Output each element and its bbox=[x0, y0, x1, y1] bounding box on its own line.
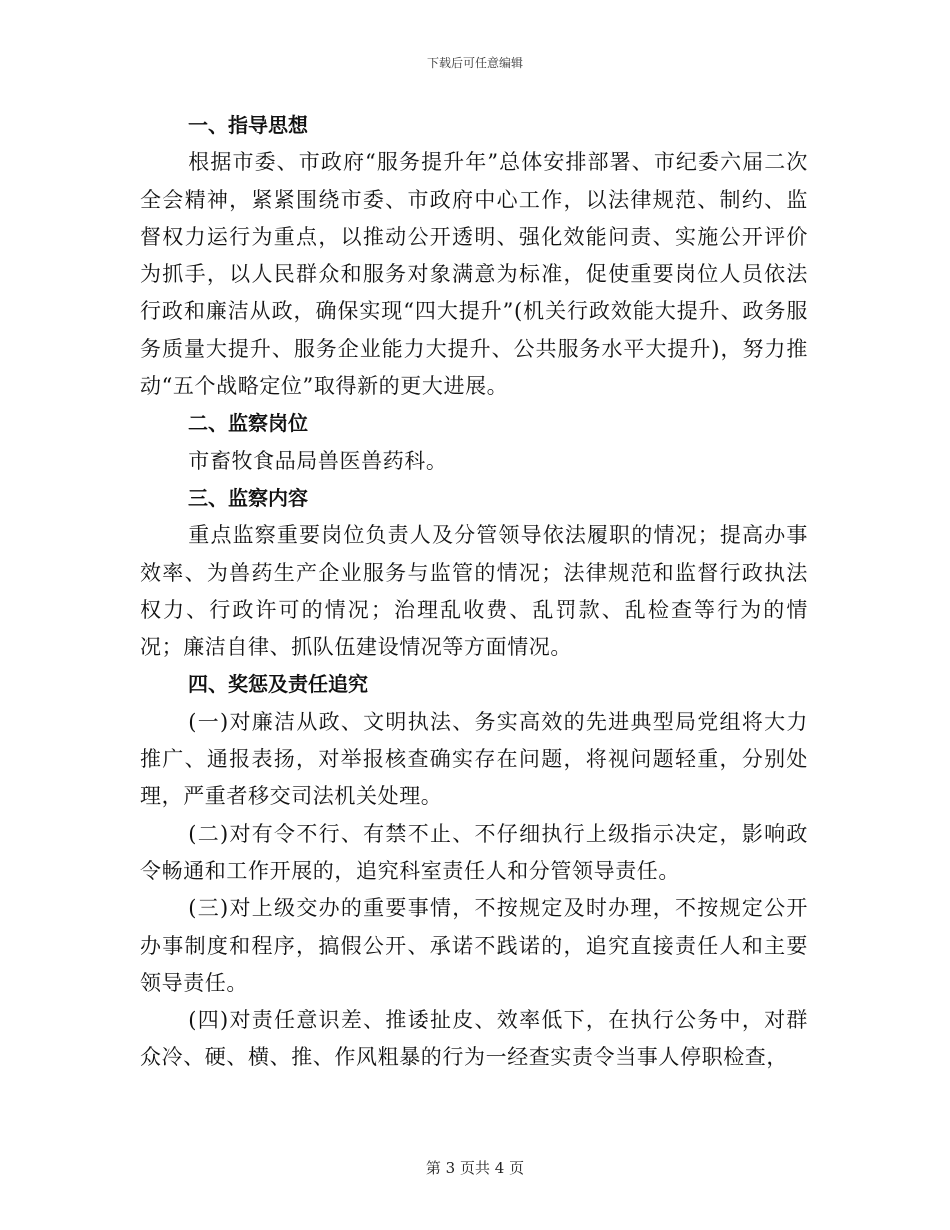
section-heading-guiding-ideology: 一、指导思想 bbox=[188, 113, 308, 137]
section-heading-supervision-content: 三、监察内容 bbox=[188, 485, 308, 510]
paragraph: 根据市委、市政府“服务提升年”总体安排部署、市纪委六届二次全会精神，紧紧围绕市委、市政府中心工作，以法律规范、制约、监督权力运行为重点，以推动公开透明、强化效能问责、实施公开评价为抓手，以人民群众和服务对象满意为标准，促使重要岗位人员依法行政和廉洁从政，确保实现“四大提升”(机关行政效能大提升、政务服务质量大提升、服务企业能力大提升、公共服务水平大提升)，努力推动“五个战略定位”取得新的更大进展。 bbox=[140, 150, 808, 399]
document-body bbox=[140, 107, 808, 1077]
paragraph: (三)对上级交办的重要事情，不按规定及时办理，不按规定公开办事制度和程序，搞假公开、承诺不践诺的，追究直接责任人和主要领导责任。 bbox=[140, 896, 808, 995]
section-heading-rewards-penalties: 四、奖惩及责任追究 bbox=[188, 672, 368, 697]
section-heading-supervision-post: 二、监察岗位 bbox=[188, 411, 308, 436]
paragraph: (一)对廉洁从政、文明执法、务实高效的先进典型局党组将大力推广、通报表扬，对举报核查确实存在问题，将视问题轻重，分别处理，严重者移交司法机关处理。 bbox=[140, 709, 808, 809]
paragraph: (四)对责任意识差、推诿扯皮、效率低下，在执行公务中，对群众冷、硬、横、推、作风粗暴的行为一经查实责令当事人停职检查， bbox=[140, 1008, 808, 1070]
paragraph: (二)对有令不行、有禁不止、不仔细执行上级指示决定，影响政令畅通和工作开展的，追究科室责任人和分管领导责任。 bbox=[140, 821, 808, 883]
page-header: 下载后可任意编辑 bbox=[426, 56, 523, 70]
paragraph: 市畜牧食品局兽医兽药科。 bbox=[188, 448, 448, 473]
page-footer: 第 3 页共 4 页 bbox=[425, 1159, 525, 1177]
paragraph: 重点监察重要岗位负责人及分管领导依法履职的情况；提高办事效率、为兽药生产企业服务与监管的情况；法律规范和监督行政执法权力、行政许可的情况；治理乱收费、乱罚款、乱检查等行为的情况；廉洁自律、抓队伍建设情况等方面情况。 bbox=[140, 523, 808, 660]
